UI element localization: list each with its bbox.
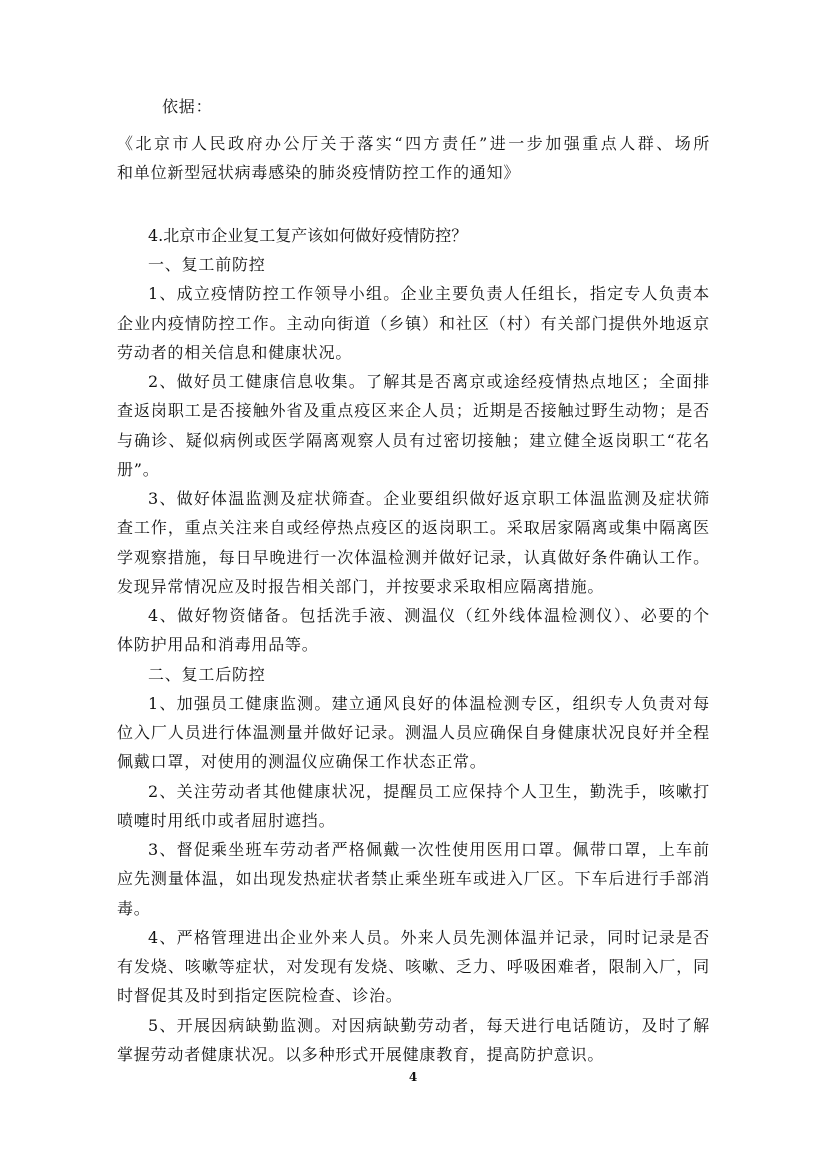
paragraph-line: 毒。 xyxy=(117,898,151,918)
paragraph-line: 查返岗职工是否接触外省及重点疫区来企人员；近期是否接触过野生动物；是否 xyxy=(117,401,710,421)
section-heading: 二、复工后防控 xyxy=(148,664,266,684)
paragraph-line: 时督促其及时到指定医院检查、诊治。 xyxy=(117,986,403,1006)
basis-line: 《北京市人民政府办公厅关于落实“四方责任”进一步加强重点人群、场所 xyxy=(117,133,710,153)
section-before-resumption xyxy=(117,250,710,660)
basis-citation xyxy=(117,129,710,188)
paragraph-line: 册”。 xyxy=(117,459,160,479)
paragraph-line: 位入厂人员进行体温测量并做好记录。测温人员应确保自身健康状况良好并全程 xyxy=(117,723,710,743)
paragraph-line: 1、成立疫情防控工作领导小组。企业主要负责人任组长，指定专人负责本 xyxy=(148,284,710,304)
section-after-resumption xyxy=(117,660,710,1070)
paragraph xyxy=(117,923,710,1011)
paragraph-line: 体防护用品和消毒用品等。 xyxy=(117,635,319,655)
basis-label: 依据： xyxy=(162,97,213,116)
paragraph-line: 学观察措施，每日早晚进行一次体温检测并做好记录，认真做好条件确认工作。 xyxy=(117,547,710,567)
paragraph-line: 发现异常情况应及时报告相关部门，并按要求采取相应隔离措施。 xyxy=(117,576,605,596)
paragraph xyxy=(117,279,710,367)
document-body xyxy=(117,92,710,1069)
paragraph-line: 3、督促乘坐班车劳动者严格佩戴一次性使用医用口罩。佩带口罩，上车前 xyxy=(148,840,710,860)
section-heading: 一、复工前防控 xyxy=(148,255,266,275)
paragraph-line: 佩戴口罩，对使用的测温仪应确保工作状态正常。 xyxy=(117,752,487,772)
paragraph-line: 有发烧、咳嗽等症状，对发现有发烧、咳嗽、乏力、呼吸困难者，限制入厂，同 xyxy=(117,957,710,977)
paragraph-line: 2、关注劳动者其他健康状况，提醒员工应保持个人卫生，勤洗手，咳嗽打 xyxy=(148,781,710,801)
paragraph-line: 4、严格管理进出企业外来人员。外来人员先测体温并记录，同时记录是否 xyxy=(148,927,710,947)
paragraph-line: 4、做好物资储备。包括洗手液、测温仪（红外线体温检测仪）、必要的个 xyxy=(148,606,710,626)
question-title: 4.北京市企业复工复产该如何做好疫情防控？ xyxy=(148,225,468,245)
paragraph-line: 喷嚏时用纸巾或者屈肘遮挡。 xyxy=(117,810,336,830)
paragraph-line: 应先测量体温，如出现发热症状者禁止乘坐班车或进入厂区。下车后进行手部消 xyxy=(117,869,710,889)
paragraph-line: 5、开展因病缺勤监测。对因病缺勤劳动者，每天进行电话随访，及时了解 xyxy=(148,1015,710,1035)
paragraph xyxy=(117,601,710,660)
paragraph-line: 1、加强员工健康监测。建立通风良好的体温检测专区，组织专人负责对每 xyxy=(148,693,710,713)
paragraph-line: 掌握劳动者健康状况。以多种形式开展健康教育，提高防护意识。 xyxy=(117,1044,605,1064)
basis-block xyxy=(117,92,710,187)
paragraph-line: 3、做好体温监测及症状筛查。企业要组织做好返京职工体温监测及症状筛 xyxy=(148,489,710,509)
paragraph xyxy=(117,835,710,923)
page-number: 4 xyxy=(408,1070,418,1084)
paragraph xyxy=(117,1011,710,1070)
paragraph-line: 与确诊、疑似病例或医学隔离观察人员有过密切接触；建立健全返岗职工“花名 xyxy=(117,430,710,450)
paragraph xyxy=(117,367,710,484)
paragraph-line: 2、做好员工健康信息收集。了解其是否离京或途经疫情热点地区；全面排 xyxy=(148,372,710,392)
paragraph xyxy=(117,484,710,601)
paragraph xyxy=(117,689,710,777)
paragraph-line: 查工作，重点关注来自或经停热点疫区的返岗职工。采取居家隔离或集中隔离医 xyxy=(117,518,710,538)
paragraph-line: 企业内疫情防控工作。主动向街道（乡镇）和社区（村）有关部门提供外地返京 xyxy=(117,313,710,333)
basis-line: 和单位新型冠状病毒感染的肺炎疫情防控工作的通知》 xyxy=(117,163,521,183)
paragraph xyxy=(117,777,710,836)
paragraph-line: 劳动者的相关信息和健康状况。 xyxy=(117,342,353,362)
